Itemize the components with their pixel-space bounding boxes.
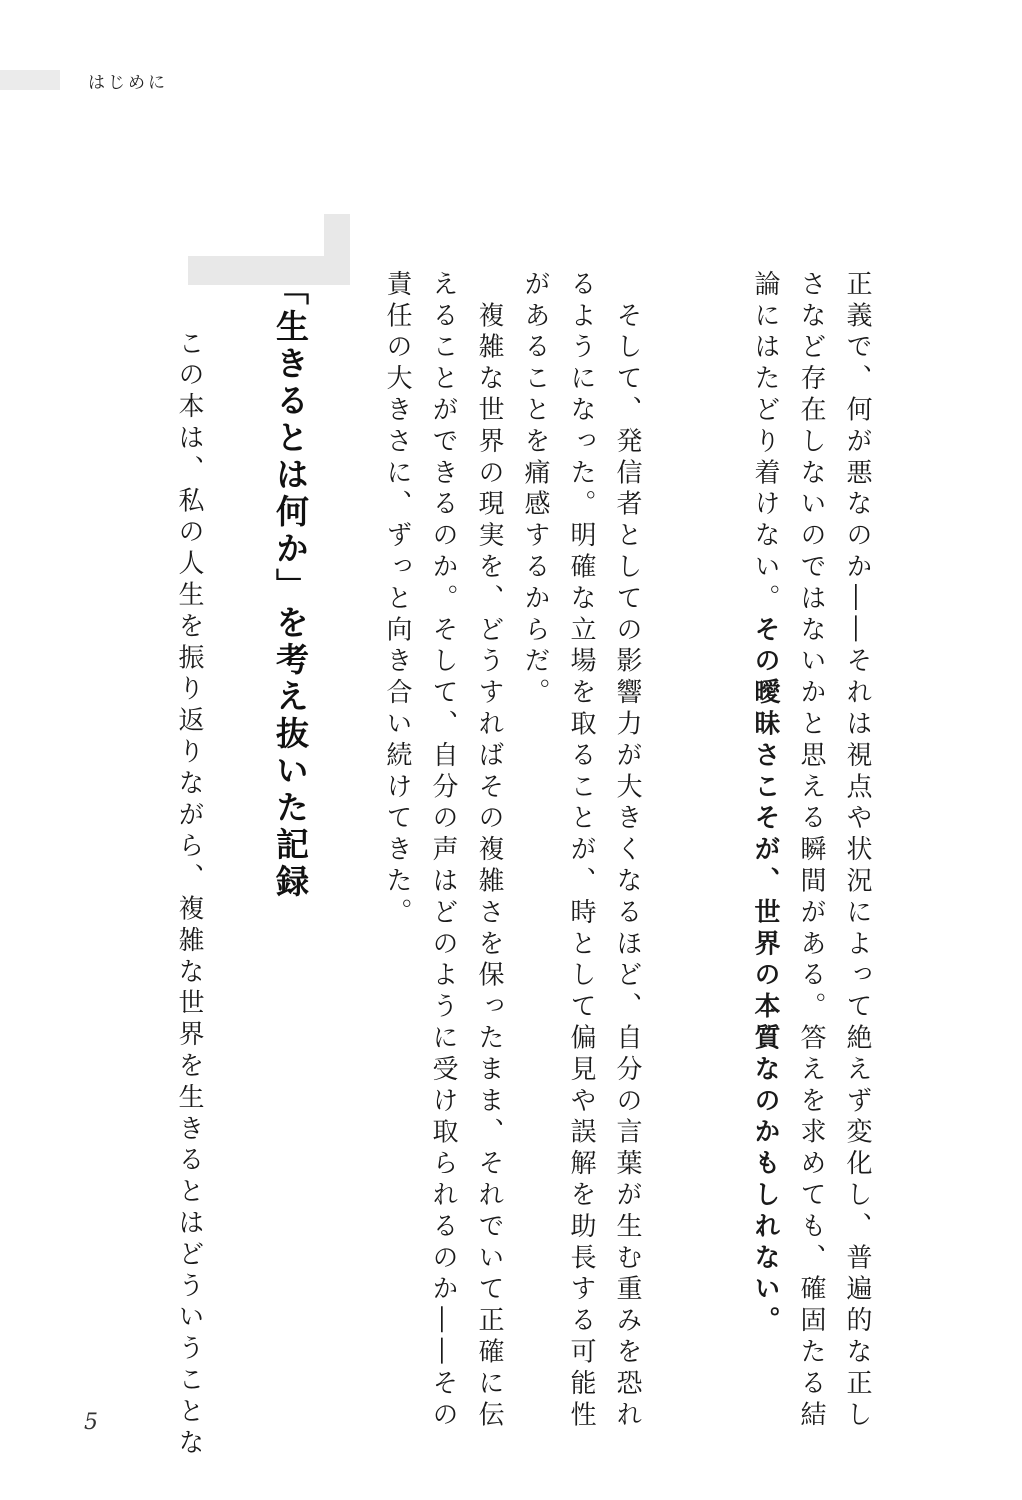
text-line: 複雑な世界の現実を、どうすればその複雑さを保ったまま、それでいて正確に伝 [474, 270, 504, 1432]
text-line: そして、発信者としての影響力が大きくなるほど、自分の言葉が生む重みを恐れ [612, 270, 642, 1432]
text-line: 責任の大きさに、ずっと向き合い続けてきた。 [382, 270, 412, 930]
text-line: 論にはたどり着けない。 [750, 270, 780, 616]
paragraph-closing [166, 298, 212, 1460]
paragraph-intro [742, 270, 880, 1432]
section-heading: 「生きるとは何か」を考え抜いた記録 [271, 272, 310, 901]
running-header: はじめに [88, 73, 168, 93]
paragraph-body [374, 270, 650, 1432]
text-line: さなど存在しないのではないかと思える瞬間がある。答えを求めても、確固たる結 [796, 270, 826, 1432]
text-line: えることができるのか。そして、自分の声はどのように受け取られるのか――その [428, 270, 458, 1432]
text-line: るようになった。明確な立場を取ることが、時として偏見や誤解を助長する可能性 [566, 270, 596, 1432]
text-line: 正義で、何が悪なのか――それは視点や状況によって絶えず変化し、普遍的な正し [842, 270, 872, 1432]
emphasis-text: その曖昧さこそが、世界の本質なのかもしれない。 [750, 615, 780, 1338]
page-number: 5 [84, 1410, 98, 1435]
text-line: この本は、私の人生を振り返りながら、複雑な世界を生きるとはどういうことな [174, 298, 204, 1460]
text-line: があることを痛感するからだ。 [520, 270, 550, 710]
header-accent-bar [0, 70, 60, 90]
heading-frame-vertical [324, 214, 350, 285]
